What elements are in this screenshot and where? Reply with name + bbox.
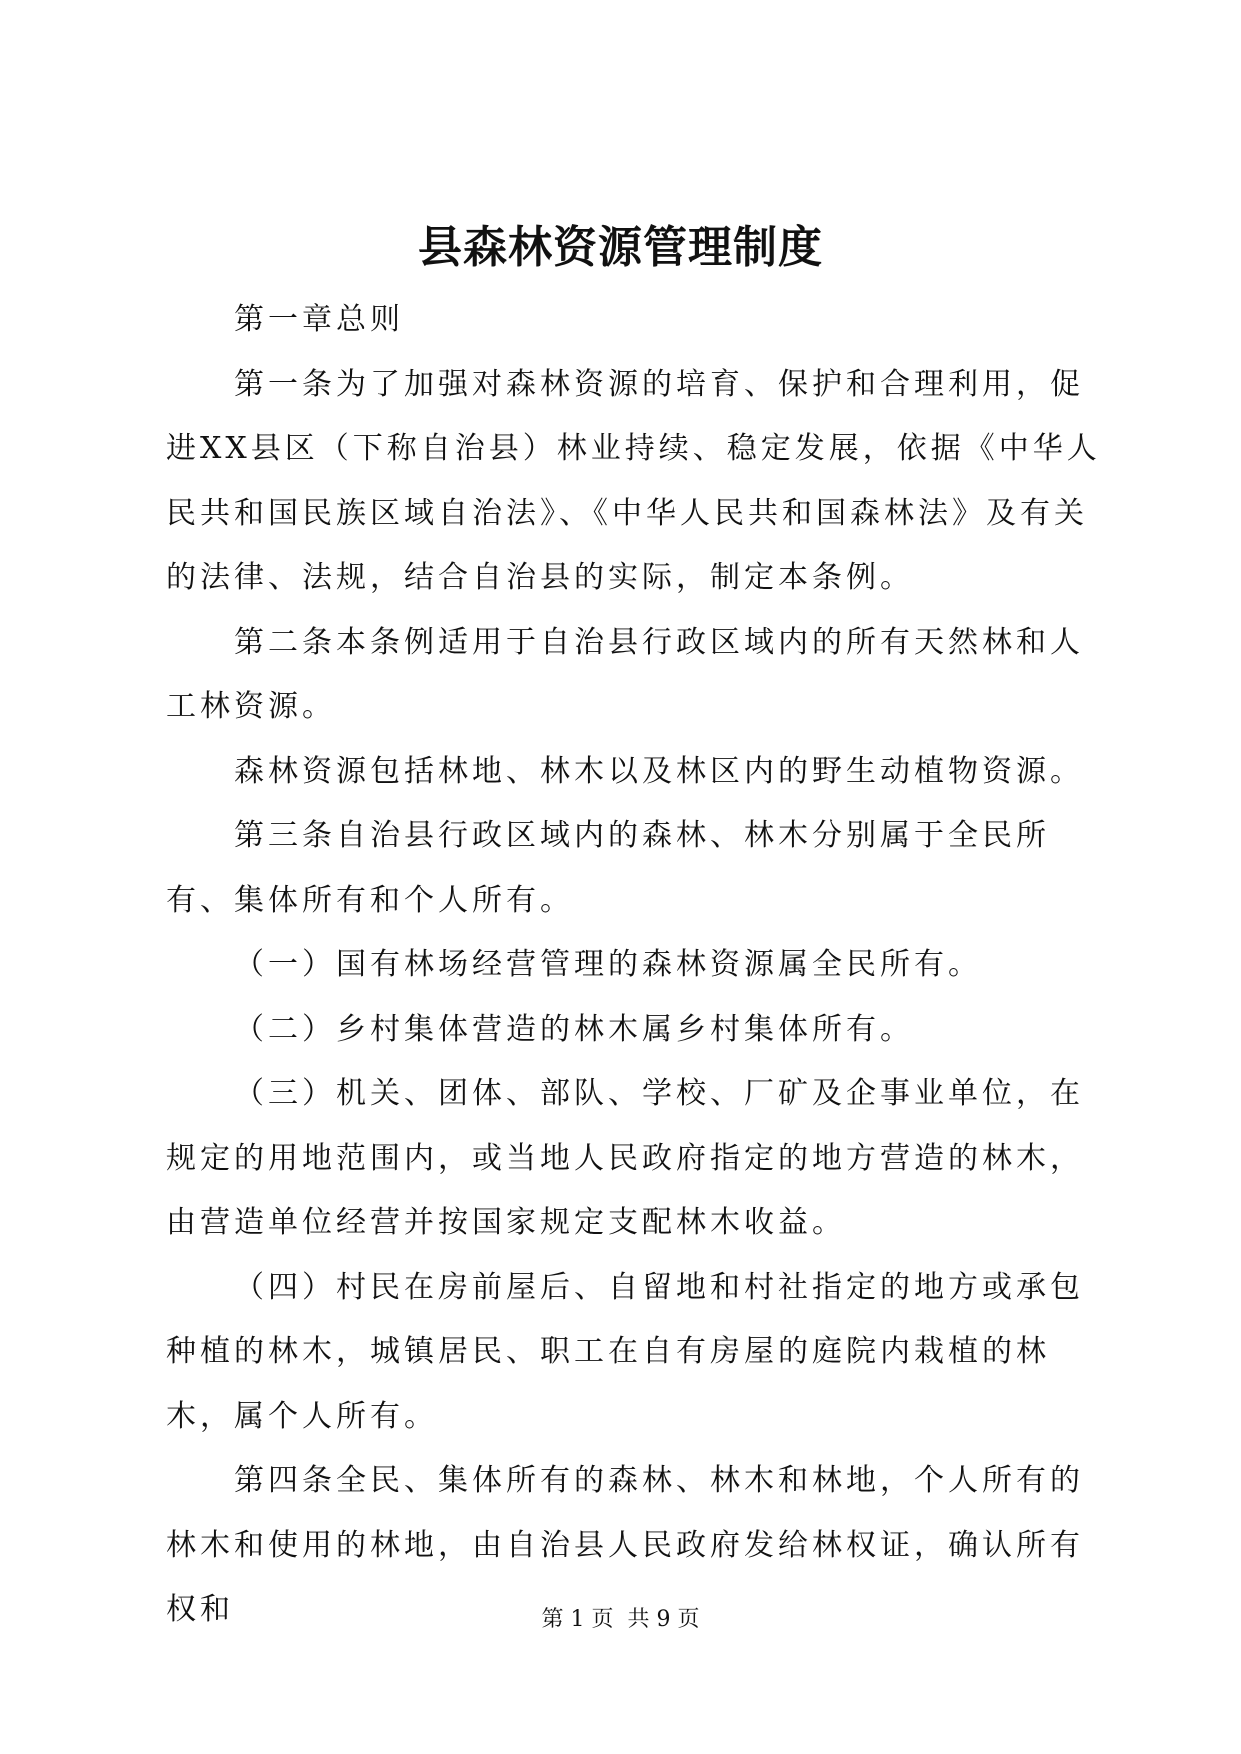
article-1: 第一条为了加强对森林资源的培育、保护和合理利用，促进XX县区（下称自治县）林业持续、稳定发展，依据《中华人民共和国民族区域自治法》、《中华人民共和国森林法》及有关的法律、法规，结合自治县的实际，制定本条例。 — [166, 366, 1101, 595]
total-pages: 共 9 页 — [627, 1607, 700, 1632]
article-3-item-2: （二）乡村集体营造的林木属乡村集体所有。 — [234, 1011, 914, 1047]
page-number: 第 1 页 — [541, 1607, 614, 1632]
article-3-item-4: （四）村民在房前屋后、自留地和村社指定的地方或承包种植的林木，城镇居民、职工在自有房屋的庭院内栽植的林木，属个人所有。 — [166, 1269, 1084, 1434]
article-2-clause: 森林资源包括林地、林木以及林区内的野生动植物资源。 — [234, 753, 1084, 789]
article-4: 第四条全民、集体所有的森林、林木和林地，个人所有的林木和使用的林地，由自治县人民政府发给林权证，确认所有权和 — [166, 1463, 1084, 1627]
article-3: 第三条自治县行政区域内的森林、林木分别属于全民所有、集体所有和个人所有。 — [166, 818, 1050, 918]
document-body — [166, 288, 1106, 1643]
article-3-item-3: （三）机关、团体、部队、学校、厂矿及企事业单位，在规定的用地范围内，或当地人民政府指定的地方营造的林木，由营造单位经营并按国家规定支配林木收益。 — [166, 1076, 1084, 1240]
page-footer — [0, 1605, 1241, 1635]
document-title: 县森林资源管理制度 — [418, 222, 823, 273]
chapter-heading: 第一章总则 — [234, 302, 404, 337]
article-2: 第二条本条例适用于自治县行政区域内的所有天然林和人工林资源。 — [166, 624, 1084, 724]
article-3-item-1: （一）国有林场经营管理的森林资源属全民所有。 — [234, 947, 982, 982]
